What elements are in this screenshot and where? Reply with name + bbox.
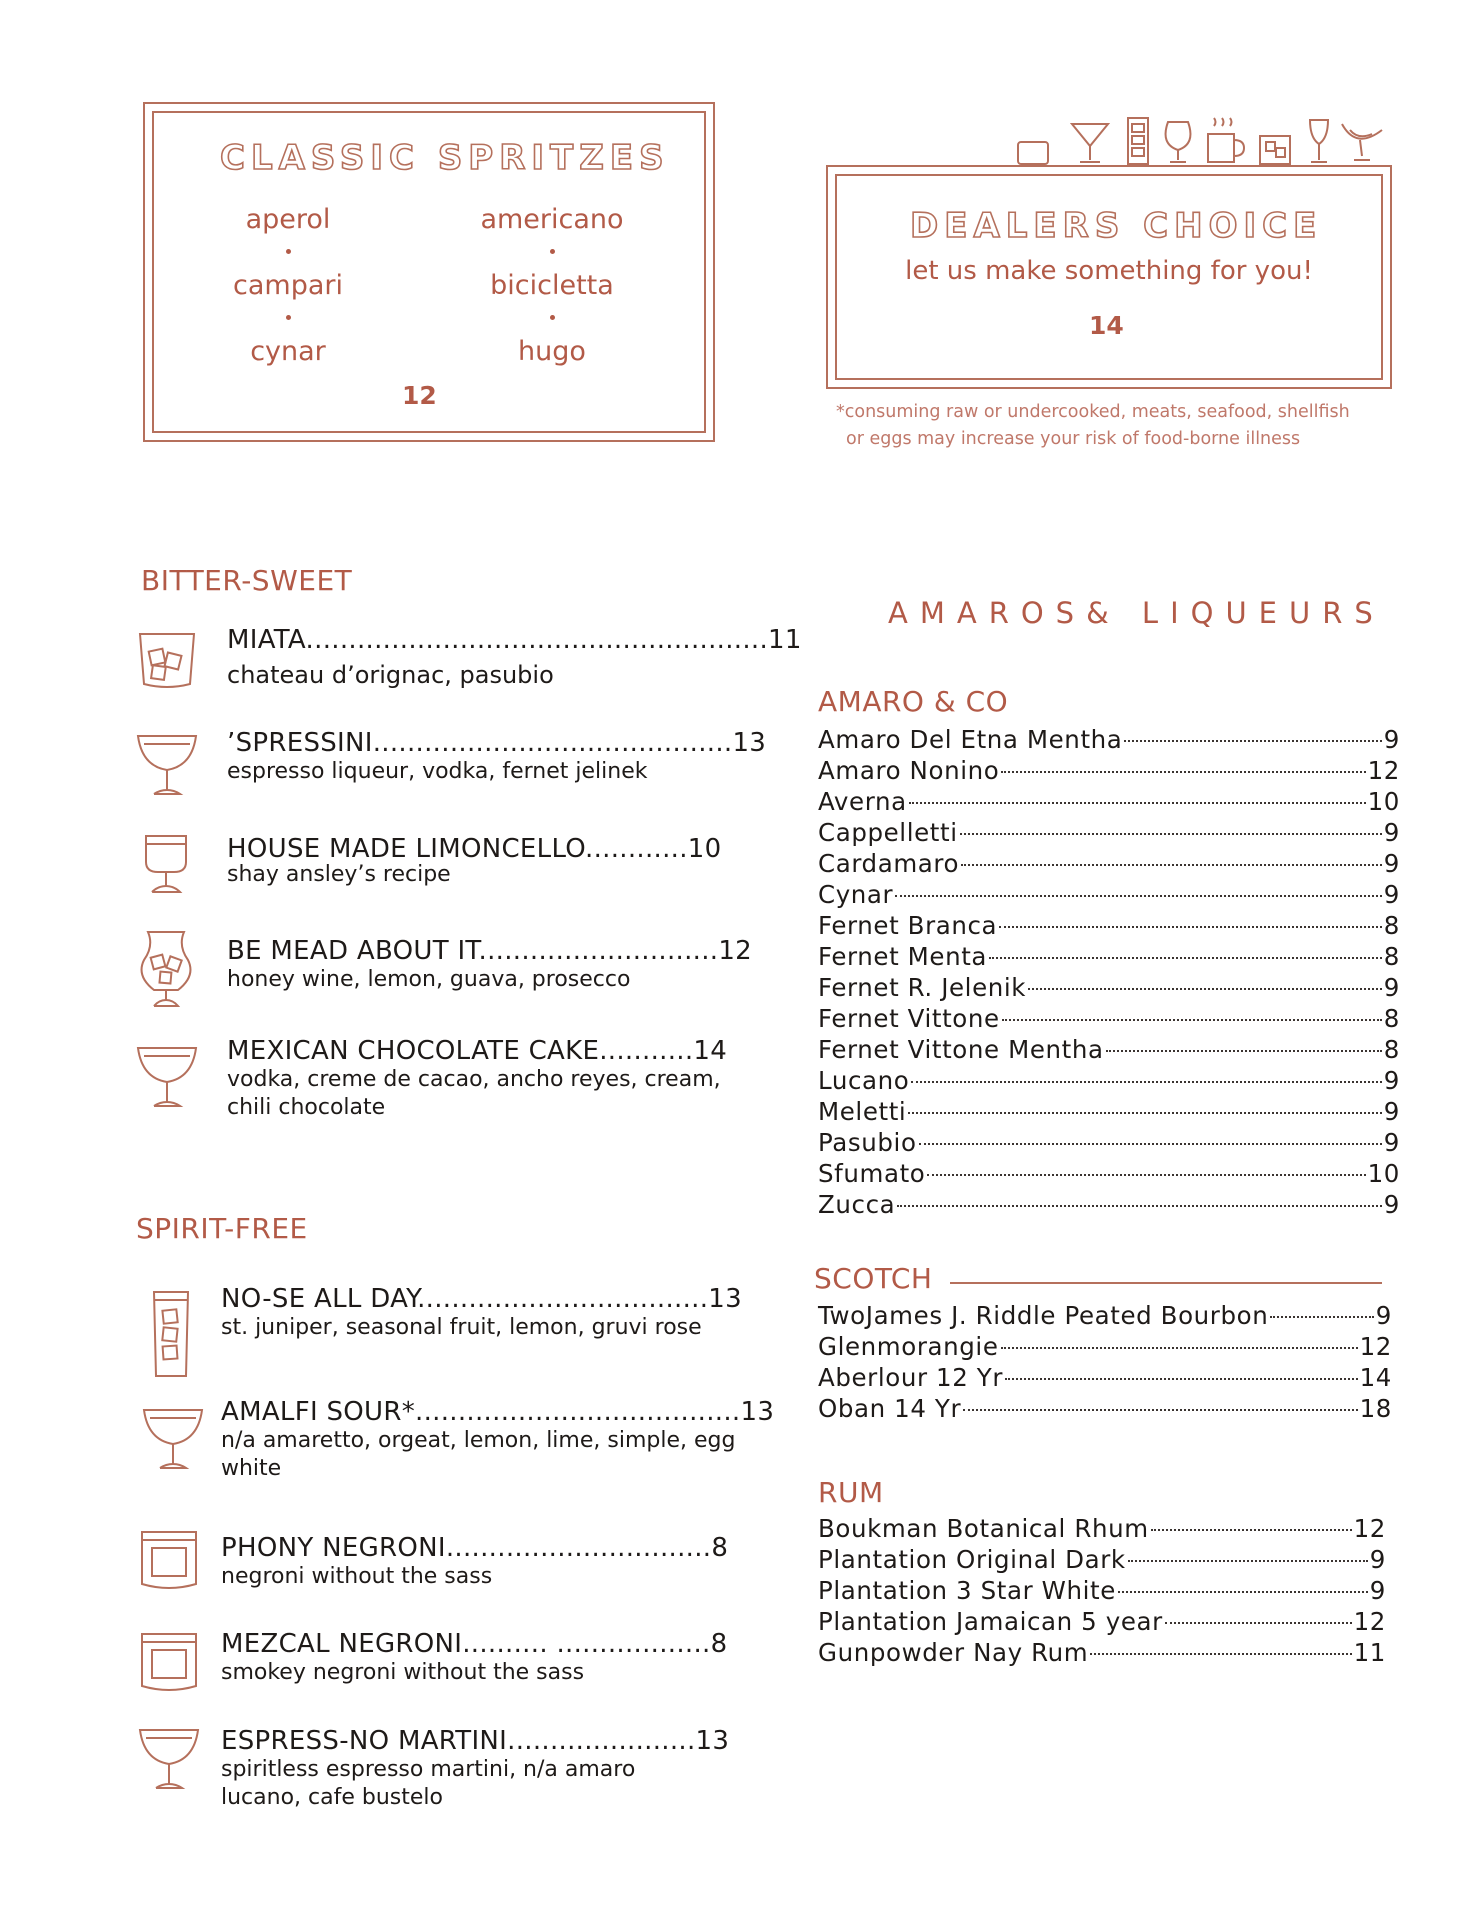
spritz-separator-dot	[286, 249, 291, 254]
drink-be-mead-about-it	[227, 936, 752, 994]
amaro-item	[818, 755, 1400, 786]
amaro-item-name: Sfumato	[818, 1159, 926, 1188]
amaro-item-name: Fernet Vittone Mentha	[818, 1035, 1104, 1064]
spritz-campari: campari	[233, 270, 343, 301]
scotch-item	[818, 1300, 1392, 1331]
drink-description: smokey negroni without the sass	[221, 1660, 585, 1685]
dot-leader	[1270, 1316, 1373, 1318]
hurricane-glass-icon	[138, 928, 194, 1010]
spritz-aperol: aperol	[245, 204, 331, 235]
dot-leader	[1106, 1050, 1382, 1052]
amaro-list	[818, 724, 1400, 1220]
spritz-cynar: cynar	[250, 336, 326, 367]
spritz-separator-dot	[286, 315, 291, 320]
scotch-item	[818, 1393, 1392, 1424]
drink-name: HOUSE MADE LIMONCELLO............10	[227, 834, 722, 864]
scotch-item-name: Aberlour 12 Yr	[818, 1363, 1004, 1392]
dot-leader	[919, 1143, 1382, 1145]
coupe-glass-icon	[136, 1044, 198, 1110]
amaro-item-name: Fernet Vittone	[818, 1004, 1000, 1033]
spritz-bicicletta: bicicletta	[490, 270, 614, 301]
amaro-item-name: Meletti	[818, 1097, 907, 1126]
drink-miata	[227, 625, 802, 689]
amaro-item-price: 9	[1383, 880, 1400, 909]
dot-leader	[961, 864, 1382, 866]
dot-leader	[897, 1205, 1382, 1207]
rocks-glass-icon	[136, 630, 198, 692]
dot-leader	[999, 926, 1382, 928]
rum-item-name: Gunpowder Nay Rum	[818, 1638, 1089, 1667]
old-fashioned-glass-icon	[138, 1528, 200, 1592]
collins-glass-icon	[150, 1288, 192, 1380]
dot-leader	[1001, 1347, 1358, 1349]
drink-description: st. juniper, seasonal fruit, lemon, gruvi rose	[221, 1315, 702, 1340]
scotch-item-name: Oban 14 Yr	[818, 1394, 962, 1423]
amaro-item-name: Fernet R. Jelenik	[818, 973, 1027, 1002]
drink-description: chateau d’orignac, pasubio	[227, 661, 554, 689]
rum-item	[818, 1575, 1386, 1606]
rocks-glass-icon	[1260, 136, 1290, 164]
drink-description: honey wine, lemon, guava, prosecco	[227, 967, 631, 992]
amaro-item	[818, 1034, 1400, 1065]
dot-leader	[1128, 1560, 1368, 1562]
scotch-item-name: Glenmorangie	[818, 1332, 999, 1361]
amaro-item	[818, 941, 1400, 972]
rum-item	[818, 1544, 1386, 1575]
scotch-item-name: TwoJames J. Riddle Peated Bourbon	[818, 1301, 1269, 1330]
rum-item-name: Plantation Original Dark	[818, 1545, 1126, 1574]
amaro-item-name: Cardamaro	[818, 849, 960, 878]
amaro-item	[818, 1127, 1400, 1158]
dot-leader	[927, 1174, 1365, 1176]
amaros-liqueurs-title: AMAROS& LIQUEURS	[888, 596, 1385, 630]
drink-description: shay ansley’s recipe	[227, 862, 451, 887]
food-safety-note-line-1: *consuming raw or undercooked, meats, seafood, shellfish	[836, 402, 1350, 422]
dot-leader	[1002, 1019, 1382, 1021]
drink-name: MEXICAN CHOCOLATE CAKE...........14	[227, 1036, 728, 1066]
rum-item-price: 9	[1369, 1545, 1386, 1574]
spritz-separator-dot	[550, 249, 555, 254]
amaro-item-price: 9	[1383, 1190, 1400, 1219]
amaro-item-price: 9	[1383, 849, 1400, 878]
drink-no-se-all-day	[221, 1284, 742, 1342]
shot-glass-icon	[1018, 142, 1048, 164]
dot-leader	[1118, 1591, 1368, 1593]
rum-item	[818, 1513, 1386, 1544]
amaro-item-price: 12	[1367, 756, 1400, 785]
amaro-item-name: Zucca	[818, 1190, 896, 1219]
amaro-item	[818, 786, 1400, 817]
dot-leader	[963, 1409, 1357, 1411]
drink-espress-no-martini	[221, 1726, 730, 1812]
drink-spressini	[227, 728, 766, 786]
rum-item-price: 12	[1353, 1514, 1386, 1543]
collins-glass-icon	[1128, 118, 1148, 164]
dealers-choice-title: DEALERS CHOICE	[910, 206, 1323, 246]
amaro-item	[818, 1158, 1400, 1189]
dot-leader	[1124, 740, 1381, 742]
scotch-item-price: 18	[1359, 1394, 1392, 1423]
dot-leader	[1001, 771, 1365, 773]
old-fashioned-glass-icon	[138, 1630, 200, 1694]
drink-name: BE MEAD ABOUT IT............................12	[227, 936, 753, 966]
amaro-item-price: 9	[1383, 1066, 1400, 1095]
amaro-item-price: 10	[1367, 787, 1400, 816]
scotch-item	[818, 1362, 1392, 1393]
spritz-separator-dot	[550, 315, 555, 320]
amaro-item-price: 8	[1383, 942, 1400, 971]
dot-leader	[1028, 988, 1382, 990]
drink-amalfi-sour	[221, 1397, 775, 1483]
scotch-list	[818, 1300, 1392, 1424]
tulip-glass-icon	[1310, 120, 1328, 162]
amaro-item	[818, 1065, 1400, 1096]
amaro-item-name: Averna	[818, 787, 907, 816]
rum-item-name: Boukman Botanical Rhum	[818, 1514, 1149, 1543]
coupe-glass-icon	[142, 1406, 204, 1472]
drink-mezcal-negroni	[221, 1629, 727, 1687]
scotch-heading-rule	[950, 1282, 1382, 1284]
rum-item-price: 9	[1369, 1576, 1386, 1605]
dot-leader	[909, 802, 1366, 804]
drink-description: vodka, creme de cacao, ancho reyes, cream, chili chocolate	[227, 1067, 721, 1120]
spirit-free-heading: SPIRIT-FREE	[136, 1212, 308, 1245]
drink-description: negroni without the sass	[221, 1564, 493, 1589]
dealers-choice-price: 14	[1089, 311, 1124, 340]
amaro-item	[818, 1189, 1400, 1220]
classic-spritzes-price: 12	[402, 381, 437, 410]
drink-description: spiritless espresso martini, n/a amaro lucano, cafe bustelo	[221, 1757, 636, 1810]
dot-leader	[1090, 1653, 1351, 1655]
rum-item-name: Plantation Jamaican 5 year	[818, 1607, 1163, 1636]
cordial-glass-icon	[140, 832, 192, 896]
amaro-item	[818, 879, 1400, 910]
amaro-item-name: Amaro Nonino	[818, 756, 1000, 785]
drink-name: ESPRESS-NO MARTINI......................13	[221, 1726, 730, 1756]
amaro-item-name: Pasubio	[818, 1128, 917, 1157]
coupe-glass-icon	[138, 1726, 200, 1792]
rum-list	[818, 1513, 1386, 1668]
drink-house-made-limoncello	[227, 834, 721, 886]
dot-leader	[911, 1081, 1381, 1083]
amaro-item-price: 9	[1383, 1097, 1400, 1126]
dot-leader	[1151, 1529, 1352, 1531]
scotch-item	[818, 1331, 1392, 1362]
scotch-item-price: 9	[1375, 1301, 1392, 1330]
amaro-item-price: 8	[1383, 1035, 1400, 1064]
classic-spritzes-title: CLASSIC SPRITZES	[220, 138, 670, 178]
amaro-item	[818, 1003, 1400, 1034]
dot-leader	[989, 957, 1382, 959]
amaro-item-name: Fernet Menta	[818, 942, 988, 971]
amaro-item-name: Cynar	[818, 880, 894, 909]
amaro-item	[818, 972, 1400, 1003]
drink-name: ’SPRESSINI..........................................13	[227, 728, 767, 758]
amaro-co-heading: AMARO & CO	[818, 685, 1009, 718]
martini-glass-icon	[1072, 124, 1108, 162]
amaro-item-price: 10	[1367, 1159, 1400, 1188]
drink-phony-negroni	[221, 1533, 728, 1591]
rum-item	[818, 1637, 1386, 1668]
drink-name: MIATA......................................................11	[227, 625, 802, 655]
glassware-shelf-illustration	[1010, 112, 1400, 168]
amaro-item-name: Amaro Del Etna Mentha	[818, 725, 1123, 754]
drink-name: AMALFI SOUR*......................................13	[221, 1397, 775, 1427]
rum-item-name: Plantation 3 Star White	[818, 1576, 1116, 1605]
dot-leader	[960, 833, 1382, 835]
amaro-item-name: Lucano	[818, 1066, 910, 1095]
spritz-americano: americano	[480, 204, 624, 235]
bitter-sweet-heading: BITTER-SWEET	[141, 564, 353, 597]
coupe-glass-icon	[1342, 124, 1382, 160]
amaro-item	[818, 1096, 1400, 1127]
mug-icon	[1208, 118, 1244, 162]
amaro-item-name: Fernet Branca	[818, 911, 998, 940]
drink-description: n/a amaretto, orgeat, lemon, lime, simple, egg white	[221, 1428, 736, 1481]
amaro-item-name: Cappelletti	[818, 818, 958, 847]
amaro-item	[818, 724, 1400, 755]
amaro-item-price: 8	[1383, 911, 1400, 940]
scotch-item-price: 12	[1359, 1332, 1392, 1361]
snifter-glass-icon	[1166, 122, 1191, 162]
amaro-item-price: 8	[1383, 1004, 1400, 1033]
scotch-heading: SCOTCH	[814, 1262, 933, 1295]
coupe-glass-icon	[136, 732, 198, 798]
rum-item	[818, 1606, 1386, 1637]
dot-leader	[1005, 1378, 1358, 1380]
amaro-item-price: 9	[1383, 1128, 1400, 1157]
rum-heading: RUM	[818, 1476, 884, 1509]
spritz-hugo: hugo	[518, 336, 586, 367]
scotch-item-price: 14	[1359, 1363, 1392, 1392]
rum-item-price: 11	[1353, 1638, 1386, 1667]
amaro-item	[818, 910, 1400, 941]
rum-item-price: 12	[1353, 1607, 1386, 1636]
dot-leader	[908, 1112, 1381, 1114]
drink-name: MEZCAL NEGRONI.......... ..................8	[221, 1629, 728, 1659]
drink-name: NO-SE ALL DAY..................................13	[221, 1284, 742, 1314]
dot-leader	[895, 895, 1382, 897]
amaro-item-price: 9	[1383, 818, 1400, 847]
amaro-item	[818, 817, 1400, 848]
drink-name: PHONY NEGRONI...............................8	[221, 1533, 729, 1563]
drink-mexican-chocolate-cake	[227, 1036, 727, 1122]
food-safety-note-line-2: or eggs may increase your risk of food-borne illness	[846, 429, 1301, 449]
amaro-item-price: 9	[1383, 973, 1400, 1002]
amaro-item-price: 9	[1383, 725, 1400, 754]
dealers-choice-subtitle: let us make something for you!	[905, 256, 1313, 286]
drink-description: espresso liqueur, vodka, fernet jelinek	[227, 759, 648, 784]
dot-leader	[1165, 1622, 1352, 1624]
amaro-item	[818, 848, 1400, 879]
